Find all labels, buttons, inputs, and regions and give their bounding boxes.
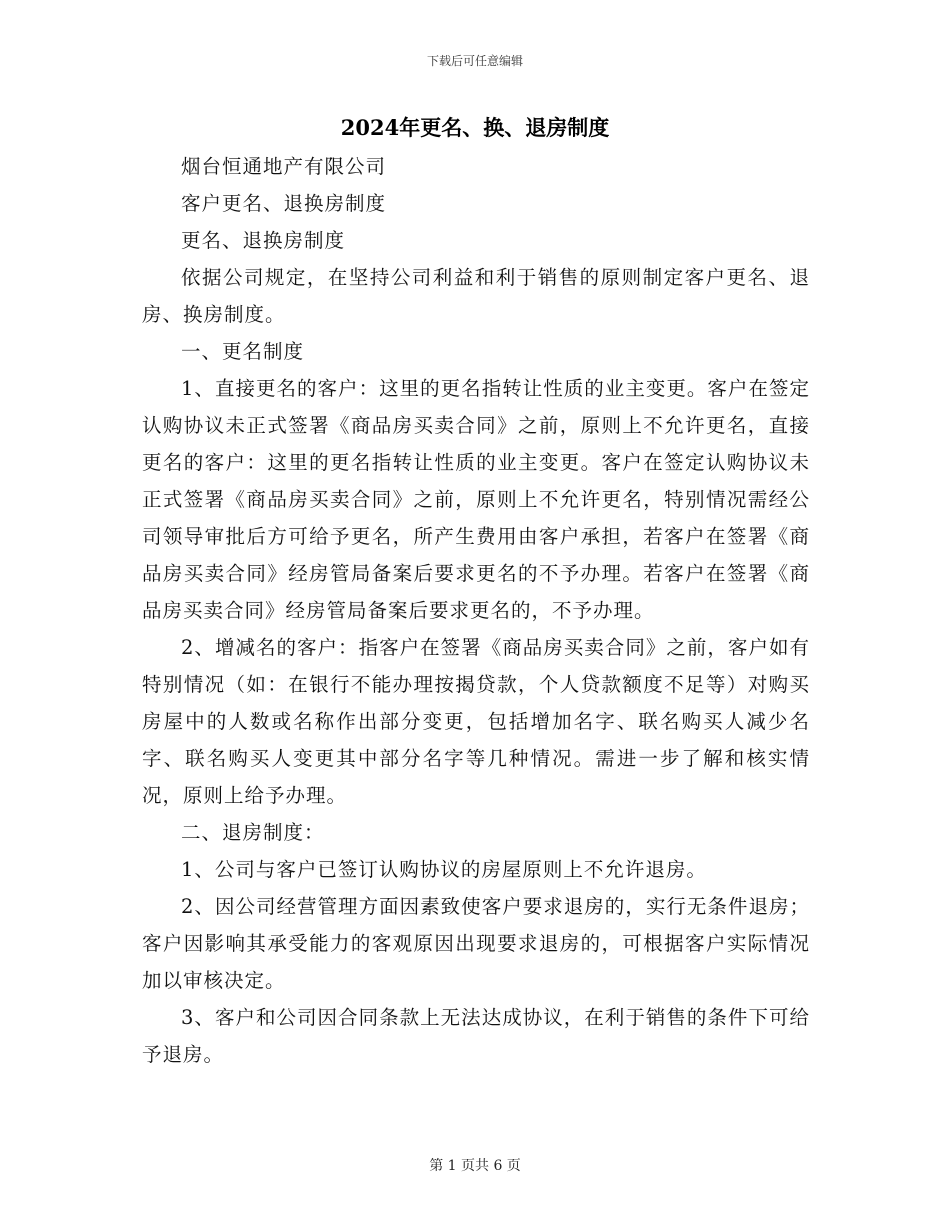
page-header: 下载后可任意编辑 [426, 54, 523, 68]
section-heading-rename: 一、更名制度 [181, 340, 305, 363]
document-title: 2024年更名、换、退房制度 [340, 115, 610, 140]
intro-paragraph: 依据公司规定，在坚持公司利益和利于销售的原则制定客户更名、退房、换房制度。 [142, 266, 810, 326]
company-name: 烟台恒通地产有限公司 [181, 155, 387, 178]
page-number: 第 1 页共 6 页 [429, 1158, 521, 1174]
refund-clause-1: 1、公司与客户已签订认购协议的房屋原则上不允许退房。 [181, 858, 707, 881]
section-heading-refund: 二、退房制度： [181, 821, 325, 844]
rename-clause-1: 1、直接更名的客户：这里的更名指转让性质的业主变更。客户在签定认购协议未正式签署《商品房买卖合同》之前，原则上不允许更名，直接更名的客户：这里的更名指转让性质的业主变更。客户在签定认购协议未正式签署《商品房买卖合同》之前，原则上不允许更名，特别情况需经公司领导审批后方可给予更名，所产生费用由客户承担，若客户在签署《商品房买卖合同》经房管局备案后要求更名的不予办理。若客户在签署《商品房买卖合同》经房管局备案后要求更名的，不予办理。 [142, 377, 810, 622]
subtitle-short: 更名、退换房制度 [181, 229, 346, 252]
document-body [142, 148, 810, 1073]
refund-clause-2: 2、因公司经营管理方面因素致使客户要求退房的，实行无条件退房；客户因影响其承受能力的客观原因出现要求退房的，可根据客户实际情况加以审核决定。 [142, 895, 810, 992]
refund-clause-3: 3、客户和公司因合同条款上无法达成协议，在利于销售的条件下可给予退房。 [142, 1006, 810, 1066]
rename-clause-2: 2、增减名的客户：指客户在签署《商品房买卖合同》之前，客户如有特别情况（如：在银行不能办理按揭贷款，个人贷款额度不足等）对购买房屋中的人数或名称作出部分变更，包括增加名字、联名购买人减少名字、联名购买人变更其中部分名字等几种情况。需进一步了解和核实情况，原则上给予办理。 [142, 636, 810, 807]
subtitle-policy: 客户更名、退换房制度 [181, 192, 387, 215]
